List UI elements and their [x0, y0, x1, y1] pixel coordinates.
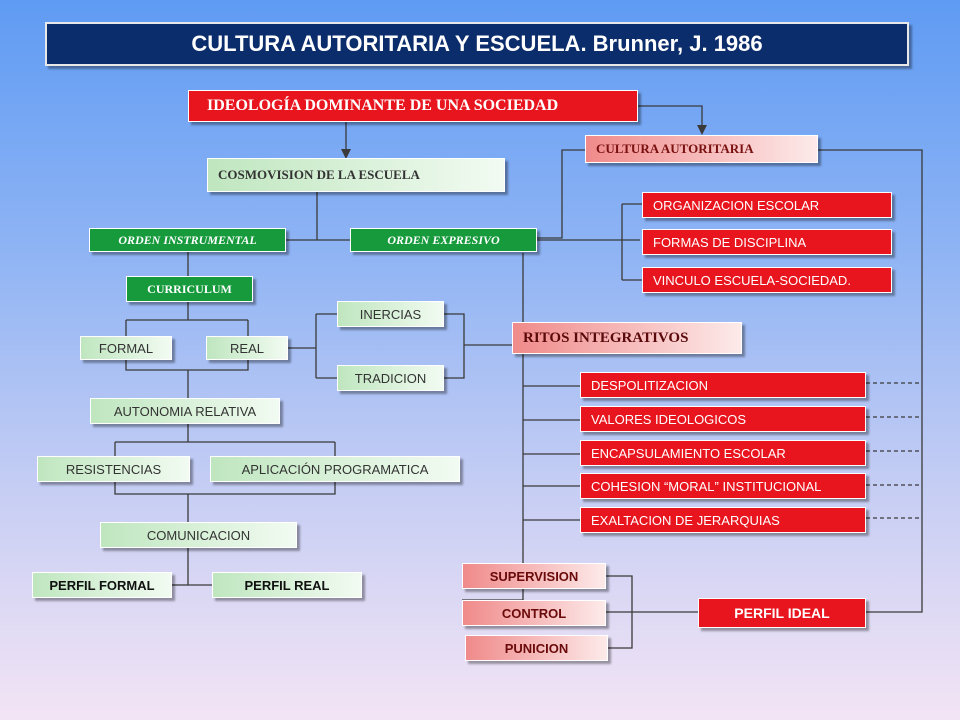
node-aplicacion-programatica: APLICACIÓN PROGRAMATICA [210, 456, 460, 482]
node-valores-ideologicos: VALORES IDEOLOGICOS [580, 406, 866, 432]
node-perfil-ideal: PERFIL IDEAL [698, 598, 866, 628]
node-inercias: INERCIAS [337, 301, 444, 327]
node-perfil-real: PERFIL REAL [212, 572, 362, 598]
node-resistencias: RESISTENCIAS [37, 456, 190, 482]
node-autonomia-relativa: AUTONOMIA RELATIVA [90, 398, 280, 424]
node-despolitizacion: DESPOLITIZACION [580, 372, 866, 398]
node-formal: FORMAL [80, 336, 172, 360]
node-exaltacion: EXALTACION DE JERARQUIAS [580, 507, 866, 533]
node-orden-expresivo: ORDEN EXPRESIVO [350, 228, 537, 252]
node-ideologia: IDEOLOGÍA DOMINANTE DE UNA SOCIEDAD [188, 90, 638, 122]
node-encapsulamiento: ENCAPSULAMIENTO ESCOLAR [580, 440, 866, 466]
node-cosmovision: COSMOVISION DE LA ESCUELA [207, 158, 505, 192]
node-cultura-autoritaria: CULTURA AUTORITARIA [585, 135, 818, 163]
node-organizacion-escolar: ORGANIZACION ESCOLAR [642, 192, 892, 218]
node-curriculum: CURRICULUM [126, 276, 253, 302]
node-comunicacion: COMUNICACION [100, 522, 297, 548]
node-supervision: SUPERVISION [462, 563, 606, 589]
node-ritos-integrativos: RITOS INTEGRATIVOS [512, 322, 742, 354]
node-vinculo: VINCULO ESCUELA-SOCIEDAD. [642, 267, 892, 293]
node-orden-instrumental: ORDEN INSTRUMENTAL [89, 228, 286, 252]
node-formas-disciplina: FORMAS DE DISCIPLINA [642, 229, 892, 255]
node-control: CONTROL [462, 600, 606, 626]
node-perfil-formal: PERFIL FORMAL [32, 572, 172, 598]
node-tradicion: TRADICION [337, 365, 444, 391]
node-cohesion: COHESION “MORAL” INSTITUCIONAL [580, 473, 866, 499]
node-punicion: PUNICION [465, 635, 608, 661]
page-title: CULTURA AUTORITARIA Y ESCUELA. Brunner, J. 1986 [45, 22, 909, 66]
node-real: REAL [206, 336, 288, 360]
